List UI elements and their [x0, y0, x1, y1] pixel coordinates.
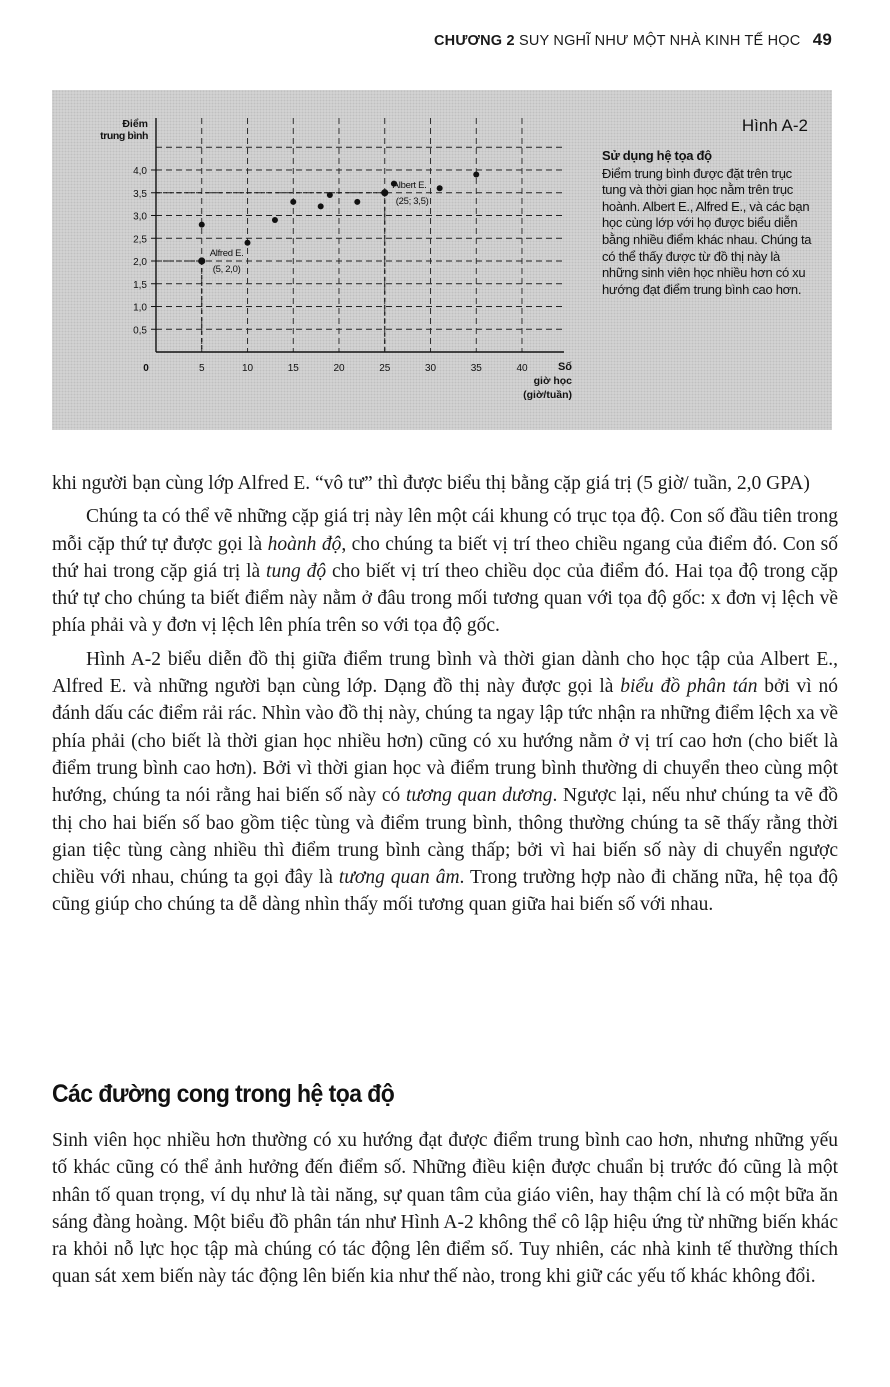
data-point	[354, 199, 360, 205]
figure-caption-body: Điểm trung bình được đặt trên trục tung và thời gian học nằm trên trục hoành. Albert E., Alfred E., và các bạn học cùng lớp với họ được biểu diễn bằng nhiều điểm khác nhau. Chúng ta có thể thấy được từ đồ thị này là những sinh viên học nhiều hơn có xu hướng đạt điểm trung bình cao hơn.	[602, 165, 812, 297]
y-tick-label: 4,0	[133, 166, 147, 177]
body-text-lower	[52, 1127, 838, 1297]
grid-lines	[156, 118, 564, 352]
x-tick-label: 40	[516, 363, 528, 374]
p3-text-b: bởi vì nó đánh dấu các điểm rải rác. Nhìn vào đồ thị này, chúng ta ngay lập tức nhận ra những điểm lệch xa về phía phải (cho biết là thời gian học nhiều hơn) cũng có xu hướng nằm ở vị trí cao hơn (cho biết là điểm trung bình cao hơn). Bởi vì thời gian học và điểm trung bình thường di chuyển theo cùng một hướng, chúng ta nói rằng hai biến số này có	[52, 676, 838, 807]
paragraph-1: khi người bạn cùng lớp Alfred E. “vô tư” thì được biểu thị bằng cặp giá trị (5 giờ/ tuần, 2,0 GPA)	[52, 473, 810, 494]
y-tick-label: 3,5	[133, 188, 147, 200]
figure-box	[52, 90, 832, 430]
annotations	[156, 180, 429, 352]
point-label-name: Alfred E.	[209, 248, 244, 259]
chapter-number: CHƯƠNG 2	[433, 33, 515, 49]
data-point	[199, 222, 205, 228]
figure-label: Hình A-2	[741, 116, 808, 135]
term-bieu-do-phan-tan: biểu đồ phân tán	[620, 676, 758, 698]
data-point	[437, 185, 443, 191]
y-tick-label: 1,0	[133, 302, 147, 314]
p2-text-b: , cho chúng ta biết vị trí theo chiều ngang của điểm đó. Con số thứ hai trong cặp giá trị là	[52, 533, 838, 582]
p2-text-c: cho biết vị trí theo chiều dọc của điểm đó. Hai tọa độ trong cặp thứ tự cho chúng ta biết điểm này nằm ở đâu trong mối tương quan với tọa độ gốc: x đơn vị lệch về phía phải và y đơn vị lệch lên phía trên so với tọa độ gốc.	[52, 560, 838, 637]
x-tick-label: 20	[333, 363, 345, 374]
point-label-coord: (25; 3,5)	[395, 195, 429, 207]
y-axis-label-line2: trung bình	[100, 130, 148, 142]
x-tick-label: 5	[198, 363, 205, 374]
y-tick-label: 2,5	[133, 234, 147, 246]
x-tick-label: 25	[379, 363, 391, 374]
p3-text-a: Hình A-2 biểu diễn đồ thị giữa điểm trung bình và thời gian dành cho học tập của Albert E., Alfred E. và những người bạn cùng lớp. Dạng đồ thị này được gọi là	[52, 648, 838, 698]
running-head	[434, 30, 832, 50]
data-point	[272, 217, 278, 223]
figure-caption-title: Sử dụng hệ tọa độ	[602, 148, 712, 163]
x-axis-label-line1: Số	[557, 361, 572, 373]
data-point	[473, 172, 479, 178]
p3-text-c: . Ngược lại, nếu như chúng ta vẽ đồ thị cho hai biến số bao gồm tiệc tùng và điểm trung bình, thông thường chúng ta sẽ thấy rằng thời gian tiệc tùng càng nhiều thì điểm trung bình càng thấp; bởi vì hai biến số này di chuyển ngược chiều với nhau, chúng ta gọi đây là	[52, 785, 838, 889]
paragraph-2	[52, 503, 838, 639]
term-hoanh-do: hoành độ	[267, 533, 342, 555]
data-point	[318, 203, 324, 209]
term-tuong-quan-duong: tương quan dương	[405, 785, 553, 807]
section-heading: Các đường cong trong hệ tọa độ	[52, 1080, 395, 1108]
x-tick-label: 30	[424, 363, 437, 374]
x-tick-label: 15	[287, 363, 299, 374]
figure-caption	[602, 148, 814, 298]
y-tick-label: 1,5	[133, 279, 147, 291]
paragraph-3	[52, 646, 838, 919]
y-tick-label: 0,5	[133, 325, 147, 337]
term-tung-do: tung độ	[266, 560, 327, 582]
paragraph-4: Sinh viên học nhiều hơn thường có xu hướng đạt được điểm trung bình cao hơn, nhưng những yếu tố khác cũng có thể ảnh hưởng đến điểm số. Những điều kiện được chuẩn bị trước đó cũng là một nhân tố quan trọng, ví dụ như là tài năng, sự quan tâm của giáo viên, hay thậm chí là có một bữa ăn sáng đàng hoàng. Một biểu đồ phân tán như Hình A-2 không thể cô lập hiệu ứng từ những biến khác ra khỏi nỗ lực học tập mà chúng có tác động lên điểm số. Tuy nhiên, các nhà kinh tế thường thích quan sát xem biến này tác động lên biến kia như thế nào, trong khi giữ các yếu tố khác không đổi.	[52, 1130, 838, 1288]
term-tuong-quan-am: tương quan âm	[338, 867, 460, 889]
y-tick-label: 3,0	[133, 211, 147, 223]
scatter-chart	[52, 90, 602, 430]
y-tick-label: 2,0	[133, 257, 147, 268]
x-tick-label: 10	[241, 363, 254, 374]
axes	[156, 118, 564, 352]
page-number: 49	[812, 30, 832, 49]
x-axis-label-line2: giờ học	[533, 375, 572, 387]
point-label-coord: (5, 2,0)	[212, 264, 241, 275]
point-label-name: Albert E.	[392, 179, 427, 191]
x-tick-label: 0	[143, 363, 149, 374]
data-point	[290, 199, 296, 205]
body-text-upper	[52, 470, 838, 925]
p3-text-d: . Trong trường hợp nào đi chăng nữa, hệ tọa độ cũng giúp cho chúng ta dễ dàng nhìn thấy mối tương quan giữa hai biến số với nhau.	[52, 867, 838, 916]
y-axis-label-line1: Điểm	[122, 118, 148, 130]
p2-text-a: Chúng ta có thể vẽ những cặp giá trị này lên một cái khung có trục tọa độ. Con số đầu tiên trong mỗi cặp thứ tự được gọi là	[52, 506, 838, 555]
x-axis-label-line3: (giờ/tuần)	[523, 389, 572, 401]
chapter-title: SUY NGHĨ NHƯ MỘT NHÀ KINH TẾ HỌC	[519, 33, 801, 49]
x-tick-label: 35	[470, 363, 482, 374]
data-point	[245, 240, 251, 246]
